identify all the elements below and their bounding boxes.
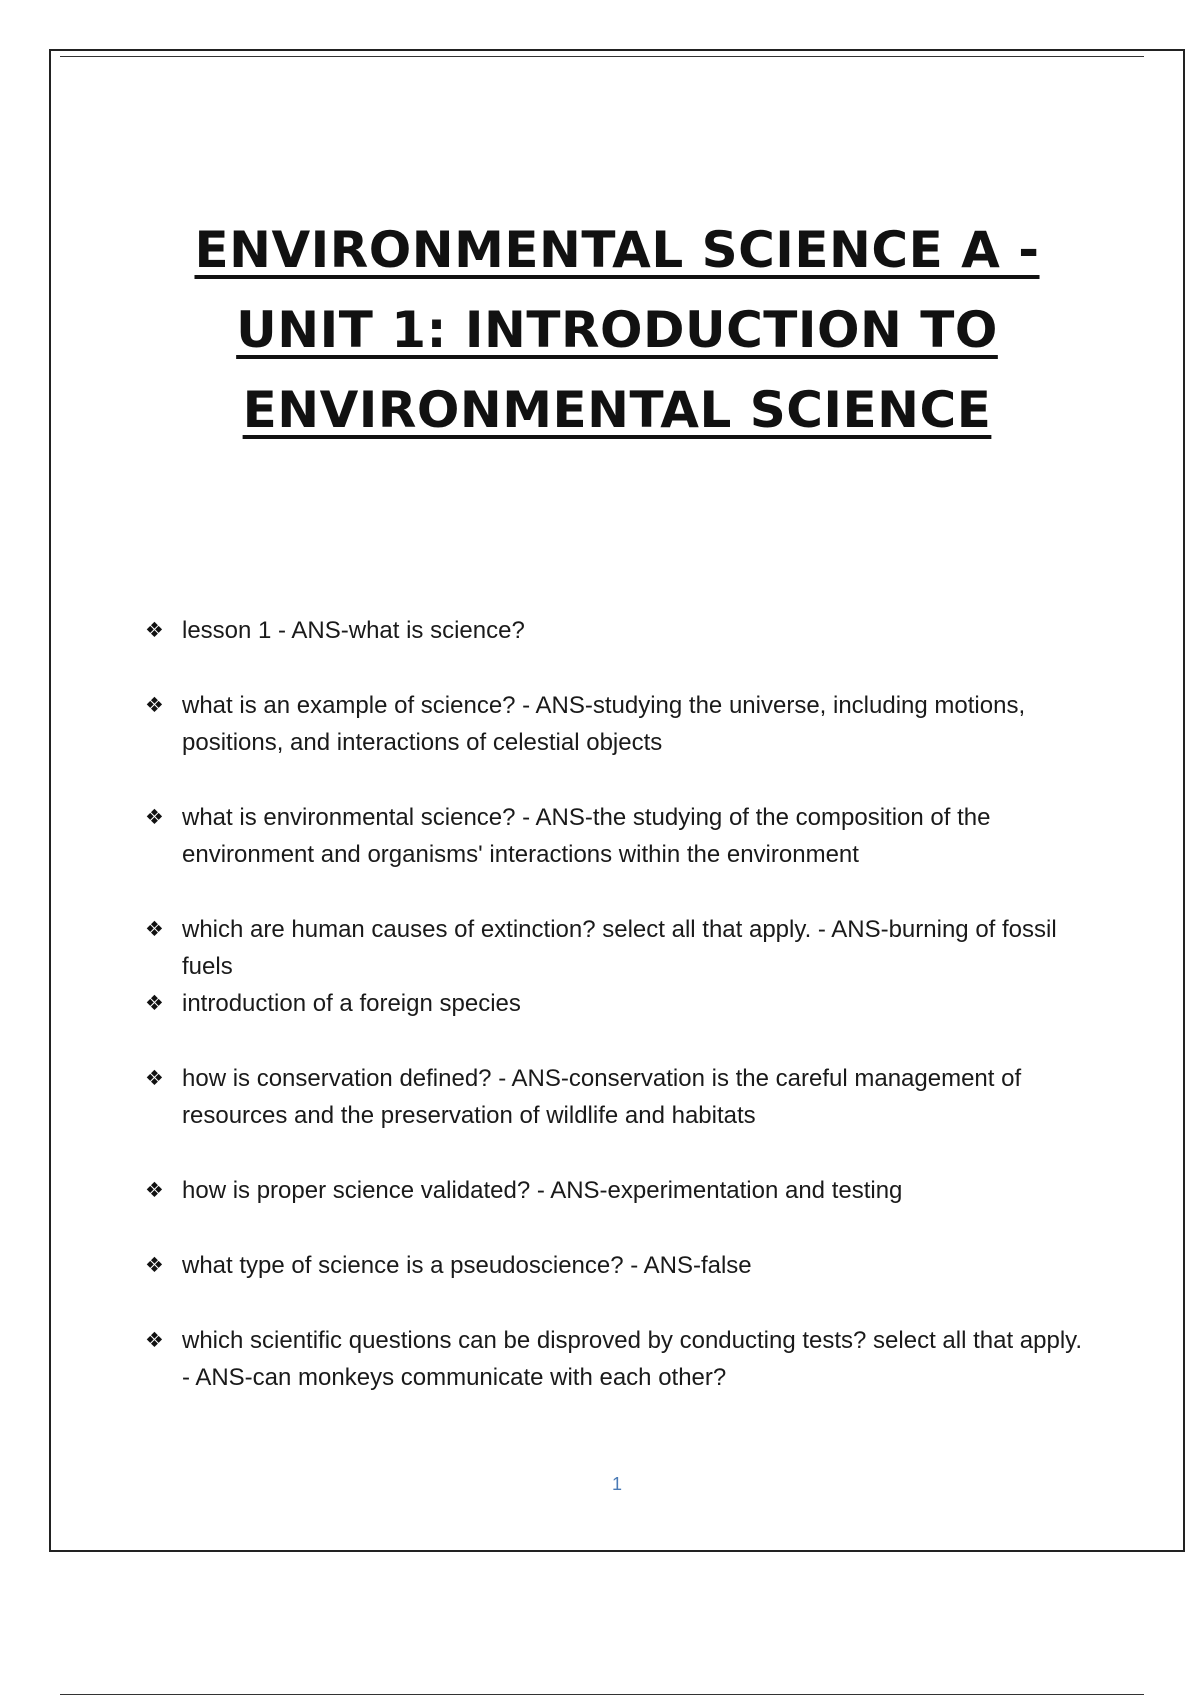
list-item-text: what is environmental science? - ANS-the studying of the composition of the environment and organisms' interactions within the environment <box>182 804 991 868</box>
list-item <box>145 799 1095 873</box>
list-item-text: introduction of a foreign species <box>182 990 521 1017</box>
list-item-text: how is proper science validated? - ANS-experimentation and testing <box>182 1177 903 1204</box>
list-item-text: what is an example of science? - ANS-studying the universe, including motions, positions, and interactions of celestial objects <box>182 692 1026 756</box>
diamond-bullet-icon: ❖ <box>145 1178 164 1202</box>
list-item-text: which are human causes of extinction? select all that apply. - ANS-burning of fossil fuels <box>182 916 1057 980</box>
bottom-rule-line <box>60 1694 1144 1695</box>
list-item <box>145 1060 1095 1134</box>
list-item-text: lesson 1 - ANS-what is science? <box>182 617 525 644</box>
list-item <box>145 612 1095 649</box>
diamond-bullet-icon: ❖ <box>145 1253 164 1277</box>
diamond-bullet-icon: ❖ <box>145 693 164 717</box>
title-line-2: UNIT 1: INTRODUCTION TO <box>236 301 998 359</box>
diamond-bullet-icon: ❖ <box>145 917 164 941</box>
list-item <box>145 1172 1095 1209</box>
list-item <box>145 911 1095 985</box>
list-item-text: how is conservation defined? - ANS-conservation is the careful management of resources and the preservation of wildlife and habitats <box>182 1065 1022 1129</box>
diamond-bullet-icon: ❖ <box>145 1066 164 1090</box>
title-line-1: ENVIRONMENTAL SCIENCE A - <box>194 221 1040 279</box>
list-item <box>145 1322 1095 1396</box>
document-title <box>80 210 1154 450</box>
list-item-text: which scientific questions can be disproved by conducting tests? select all that apply. - ANS-can monkeys communicate with each other? <box>182 1327 1083 1391</box>
list-item-text: what type of science is a pseudoscience? - ANS-false <box>182 1252 752 1279</box>
page-number: 1 <box>611 1474 622 1494</box>
list-item <box>145 985 1095 1022</box>
list-item <box>145 687 1095 761</box>
qa-list <box>145 612 1095 1396</box>
diamond-bullet-icon: ❖ <box>145 618 164 642</box>
title-line-3: ENVIRONMENTAL SCIENCE <box>242 381 992 439</box>
top-rule-line <box>60 56 1144 57</box>
diamond-bullet-icon: ❖ <box>145 991 164 1015</box>
diamond-bullet-icon: ❖ <box>145 805 164 829</box>
list-item <box>145 1247 1095 1284</box>
diamond-bullet-icon: ❖ <box>145 1328 164 1352</box>
